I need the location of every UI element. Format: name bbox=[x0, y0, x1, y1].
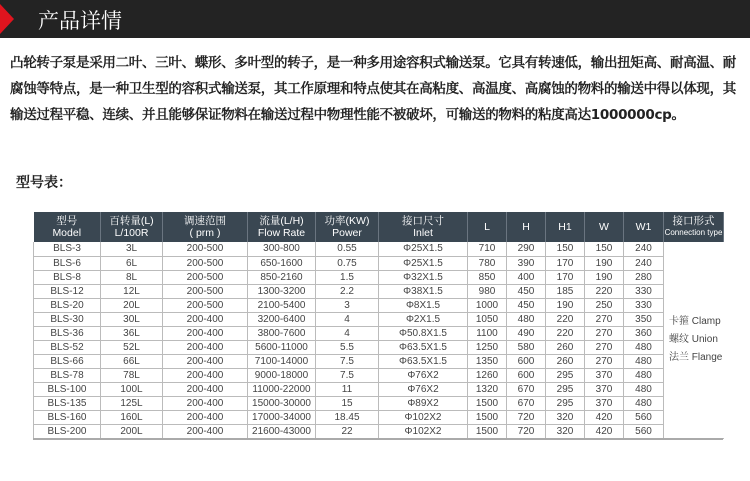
table-cell: BLS-200 bbox=[34, 424, 101, 438]
table-header-row bbox=[34, 212, 724, 242]
table-cell: 560 bbox=[624, 410, 664, 424]
table-cell: 200-500 bbox=[163, 270, 248, 284]
table-cell: 125L bbox=[101, 396, 163, 410]
column-header-cn: 接口形式 bbox=[672, 215, 715, 227]
table-cell: 52L bbox=[101, 340, 163, 354]
table-cell: BLS-3 bbox=[34, 242, 101, 256]
table-cell: 320 bbox=[546, 410, 585, 424]
table-cell: 15 bbox=[316, 396, 379, 410]
table-cell: 20L bbox=[101, 298, 163, 312]
column-header-cn: H bbox=[522, 221, 530, 233]
table-cell: 480 bbox=[624, 368, 664, 382]
table-cell: 15000-30000 bbox=[248, 396, 316, 410]
table-cell: 66L bbox=[101, 354, 163, 368]
table-cell: 21600-43000 bbox=[248, 424, 316, 438]
table-cell: 200-400 bbox=[163, 340, 248, 354]
table-cell: 240 bbox=[624, 242, 664, 256]
table-cell: 200-400 bbox=[163, 396, 248, 410]
table-cell: BLS-12 bbox=[34, 284, 101, 298]
table-cell: 3200-6400 bbox=[248, 312, 316, 326]
table-cell: 450 bbox=[507, 284, 546, 298]
table-cell: 17000-34000 bbox=[248, 410, 316, 424]
table-row bbox=[34, 424, 724, 438]
table-cell: 480 bbox=[624, 354, 664, 368]
table-cell: 4 bbox=[316, 312, 379, 326]
table-cell: BLS-8 bbox=[34, 270, 101, 284]
table-cell: 295 bbox=[546, 382, 585, 396]
table-cell: BLS-66 bbox=[34, 354, 101, 368]
table-cell: Φ102X2 bbox=[379, 424, 468, 438]
column-header-cn: 调速范围 bbox=[184, 215, 226, 227]
table-cell: 600 bbox=[507, 354, 546, 368]
table-cell: 400 bbox=[507, 270, 546, 284]
table-cell: 370 bbox=[585, 368, 624, 382]
table-cell: 330 bbox=[624, 298, 664, 312]
table-cell: 3800-7600 bbox=[248, 326, 316, 340]
table-cell: 100L bbox=[101, 382, 163, 396]
column-header-cn: W bbox=[599, 221, 609, 233]
table-cell: 7100-14000 bbox=[248, 354, 316, 368]
table-cell: 420 bbox=[585, 410, 624, 424]
table-cell: Φ89X2 bbox=[379, 396, 468, 410]
table-cell: 1300-3200 bbox=[248, 284, 316, 298]
table-cell: 185 bbox=[546, 284, 585, 298]
table-cell: 170 bbox=[546, 270, 585, 284]
table-cell: 850-2160 bbox=[248, 270, 316, 284]
table-cell: 200-400 bbox=[163, 382, 248, 396]
table-cell: 200-400 bbox=[163, 368, 248, 382]
table-cell: BLS-78 bbox=[34, 368, 101, 382]
table-cell: 420 bbox=[585, 424, 624, 438]
table-cell: 295 bbox=[546, 368, 585, 382]
column-header bbox=[34, 212, 101, 242]
table-cell: 11 bbox=[316, 382, 379, 396]
table-cell: 6L bbox=[101, 256, 163, 270]
table-cell: 300-800 bbox=[248, 242, 316, 256]
table-cell: 11000-22000 bbox=[248, 382, 316, 396]
table-cell: 0.55 bbox=[316, 242, 379, 256]
table-cell: 5.5 bbox=[316, 340, 379, 354]
column-header bbox=[379, 212, 468, 242]
table-cell: 1100 bbox=[468, 326, 507, 340]
table-row bbox=[34, 312, 724, 326]
table-row bbox=[34, 382, 724, 396]
table-cell: 2.2 bbox=[316, 284, 379, 298]
column-header bbox=[624, 212, 664, 242]
column-header-en: ( prm ) bbox=[189, 227, 221, 239]
table-cell: 1500 bbox=[468, 396, 507, 410]
table-cell: 1260 bbox=[468, 368, 507, 382]
table-cell: 240 bbox=[624, 256, 664, 270]
table-cell: 200-500 bbox=[163, 284, 248, 298]
column-header bbox=[585, 212, 624, 242]
table-row bbox=[34, 368, 724, 382]
table-cell: 78L bbox=[101, 368, 163, 382]
table-cell: 780 bbox=[468, 256, 507, 270]
table-row bbox=[34, 396, 724, 410]
table-cell: 290 bbox=[507, 242, 546, 256]
table-row bbox=[34, 270, 724, 284]
table-cell: Φ32X1.5 bbox=[379, 270, 468, 284]
column-header-cn: H1 bbox=[558, 221, 572, 233]
table-cell: Φ25X1.5 bbox=[379, 256, 468, 270]
table-cell: 170 bbox=[546, 256, 585, 270]
table-cell: 580 bbox=[507, 340, 546, 354]
product-description: 凸轮转子泵是采用二叶、三叶、蝶形、多叶型的转子，是一种多用途容积式输送泵。它具有转速低，输出扭矩高、耐高温、耐腐蚀等特点，是一种卫生型的容积式输送泵，其工作原理和特点使其在高粘度、高温度、高腐蚀的物料的输送中得以体现，其输送过程平稳、连续、并且能够保证物料在输送过程中物理性能不被破坏，可输送的物料的粘度高达1000000cp。 bbox=[10, 55, 736, 123]
table-cell: 360 bbox=[624, 326, 664, 340]
table-cell: 850 bbox=[468, 270, 507, 284]
table-cell: 200-400 bbox=[163, 354, 248, 368]
table-cell: 720 bbox=[507, 410, 546, 424]
table-cell: 7.5 bbox=[316, 368, 379, 382]
table-cell: 260 bbox=[546, 340, 585, 354]
table-cell: Φ8X1.5 bbox=[379, 298, 468, 312]
table-cell: 480 bbox=[624, 340, 664, 354]
table-cell: Φ63.5X1.5 bbox=[379, 340, 468, 354]
column-header-en: L/100R bbox=[114, 227, 149, 239]
table-cell: 480 bbox=[624, 396, 664, 410]
table-cell: BLS-30 bbox=[34, 312, 101, 326]
connection-type-cell bbox=[664, 242, 724, 438]
table-cell: 720 bbox=[507, 424, 546, 438]
table-cell: 490 bbox=[507, 326, 546, 340]
table-cell: 160L bbox=[101, 410, 163, 424]
table-cell: 710 bbox=[468, 242, 507, 256]
table-cell: 2100-5400 bbox=[248, 298, 316, 312]
table-cell: 600 bbox=[507, 368, 546, 382]
table-cell: 670 bbox=[507, 396, 546, 410]
table-row bbox=[34, 242, 724, 256]
table-cell: 150 bbox=[585, 242, 624, 256]
model-table bbox=[33, 212, 724, 439]
column-header bbox=[546, 212, 585, 242]
table-cell: 370 bbox=[585, 382, 624, 396]
column-header-cn: 流量(L/H) bbox=[259, 215, 304, 227]
table-cell: 1320 bbox=[468, 382, 507, 396]
table-cell: 1500 bbox=[468, 410, 507, 424]
table-cell: 200-400 bbox=[163, 312, 248, 326]
table-cell: 200-500 bbox=[163, 256, 248, 270]
table-cell: 1350 bbox=[468, 354, 507, 368]
table-cell: 270 bbox=[585, 312, 624, 326]
table-cell: Φ76X2 bbox=[379, 382, 468, 396]
column-header-en: Inlet bbox=[413, 227, 433, 239]
table-cell: BLS-36 bbox=[34, 326, 101, 340]
table-cell: Φ25X1.5 bbox=[379, 242, 468, 256]
table-bottom-rule bbox=[33, 438, 723, 440]
table-cell: 480 bbox=[507, 312, 546, 326]
table-cell: 560 bbox=[624, 424, 664, 438]
table-cell: 280 bbox=[624, 270, 664, 284]
table-cell: 150 bbox=[546, 242, 585, 256]
column-header-en: Connection type bbox=[664, 228, 723, 237]
table-cell: 200-500 bbox=[163, 298, 248, 312]
table-cell: 36L bbox=[101, 326, 163, 340]
table-cell: 5600-11000 bbox=[248, 340, 316, 354]
table-cell: 370 bbox=[585, 396, 624, 410]
table-row bbox=[34, 340, 724, 354]
table-cell: Φ38X1.5 bbox=[379, 284, 468, 298]
table-cell: 270 bbox=[585, 340, 624, 354]
column-header-cn: 功率(KW) bbox=[324, 215, 370, 227]
table-cell: 1.5 bbox=[316, 270, 379, 284]
table-cell: 200-400 bbox=[163, 410, 248, 424]
column-header-cn: 百转量(L) bbox=[109, 215, 154, 227]
table-cell: Φ2X1.5 bbox=[379, 312, 468, 326]
table-cell: 0.75 bbox=[316, 256, 379, 270]
table-cell: 390 bbox=[507, 256, 546, 270]
table-row bbox=[34, 256, 724, 270]
table-row bbox=[34, 326, 724, 340]
column-header-en: Power bbox=[332, 227, 362, 239]
table-cell: 1050 bbox=[468, 312, 507, 326]
section-title: 产品详情 bbox=[38, 9, 122, 33]
table-cell: Φ63.5X1.5 bbox=[379, 354, 468, 368]
column-header bbox=[248, 212, 316, 242]
table-cell: 3 bbox=[316, 298, 379, 312]
table-cell: BLS-20 bbox=[34, 298, 101, 312]
table-cell: 220 bbox=[585, 284, 624, 298]
column-header bbox=[507, 212, 546, 242]
table-cell: 670 bbox=[507, 382, 546, 396]
column-header-en: Model bbox=[52, 227, 82, 239]
column-header bbox=[163, 212, 248, 242]
table-cell: 270 bbox=[585, 326, 624, 340]
table-cell: 200-400 bbox=[163, 424, 248, 438]
column-header bbox=[468, 212, 507, 242]
table-row bbox=[34, 284, 724, 298]
table-cell: Φ50.8X1.5 bbox=[379, 326, 468, 340]
table-cell: 12L bbox=[101, 284, 163, 298]
table-cell: 260 bbox=[546, 354, 585, 368]
table-row bbox=[34, 298, 724, 312]
section-header bbox=[0, 0, 750, 38]
table-cell: 250 bbox=[585, 298, 624, 312]
table-cell: BLS-135 bbox=[34, 396, 101, 410]
table-cell: 190 bbox=[546, 298, 585, 312]
connection-type: 卡箍 Clamp bbox=[669, 315, 721, 327]
table-cell: 295 bbox=[546, 396, 585, 410]
table-cell: Φ102X2 bbox=[379, 410, 468, 424]
table-cell: 200-500 bbox=[163, 242, 248, 256]
table-cell: 200L bbox=[101, 424, 163, 438]
table-cell: 30L bbox=[101, 312, 163, 326]
table-cell: 1250 bbox=[468, 340, 507, 354]
table-cell: BLS-6 bbox=[34, 256, 101, 270]
column-header-cn: 接口尺寸 bbox=[402, 215, 444, 227]
column-header-cn: W1 bbox=[635, 221, 652, 233]
table-cell: 9000-18000 bbox=[248, 368, 316, 382]
table-cell: 320 bbox=[546, 424, 585, 438]
connection-type: 法兰 Flange bbox=[669, 351, 723, 363]
column-header-cn: 型号 bbox=[56, 215, 78, 227]
table-cell: BLS-52 bbox=[34, 340, 101, 354]
table-cell: 220 bbox=[546, 312, 585, 326]
table-cell: 18.45 bbox=[316, 410, 379, 424]
column-header-en: Flow Rate bbox=[257, 227, 306, 239]
table-row bbox=[34, 354, 724, 368]
table-cell: 1500 bbox=[468, 424, 507, 438]
table-cell: Φ76X2 bbox=[379, 368, 468, 382]
table-cell: 350 bbox=[624, 312, 664, 326]
table-cell: 22 bbox=[316, 424, 379, 438]
table-cell: 220 bbox=[546, 326, 585, 340]
table-cell: 190 bbox=[585, 256, 624, 270]
table-cell: 450 bbox=[507, 298, 546, 312]
column-header bbox=[101, 212, 163, 242]
column-header bbox=[664, 212, 724, 242]
table-cell: 8L bbox=[101, 270, 163, 284]
column-header-cn: L bbox=[484, 221, 490, 233]
table-cell: 7.5 bbox=[316, 354, 379, 368]
table-cell: BLS-100 bbox=[34, 382, 101, 396]
table-cell: 650-1600 bbox=[248, 256, 316, 270]
table-title: 型号表： bbox=[16, 175, 72, 191]
red-arrow-icon bbox=[0, 4, 14, 34]
table-cell: 330 bbox=[624, 284, 664, 298]
table-cell: 480 bbox=[624, 382, 664, 396]
table-cell: 3L bbox=[101, 242, 163, 256]
table-row bbox=[34, 410, 724, 424]
table-cell: BLS-160 bbox=[34, 410, 101, 424]
table-cell: 4 bbox=[316, 326, 379, 340]
table-cell: 980 bbox=[468, 284, 507, 298]
table-cell: 270 bbox=[585, 354, 624, 368]
column-header bbox=[316, 212, 379, 242]
table-cell: 200-400 bbox=[163, 326, 248, 340]
table-cell: 190 bbox=[585, 270, 624, 284]
table-cell: 1000 bbox=[468, 298, 507, 312]
connection-type: 螺纹 Union bbox=[669, 333, 718, 345]
